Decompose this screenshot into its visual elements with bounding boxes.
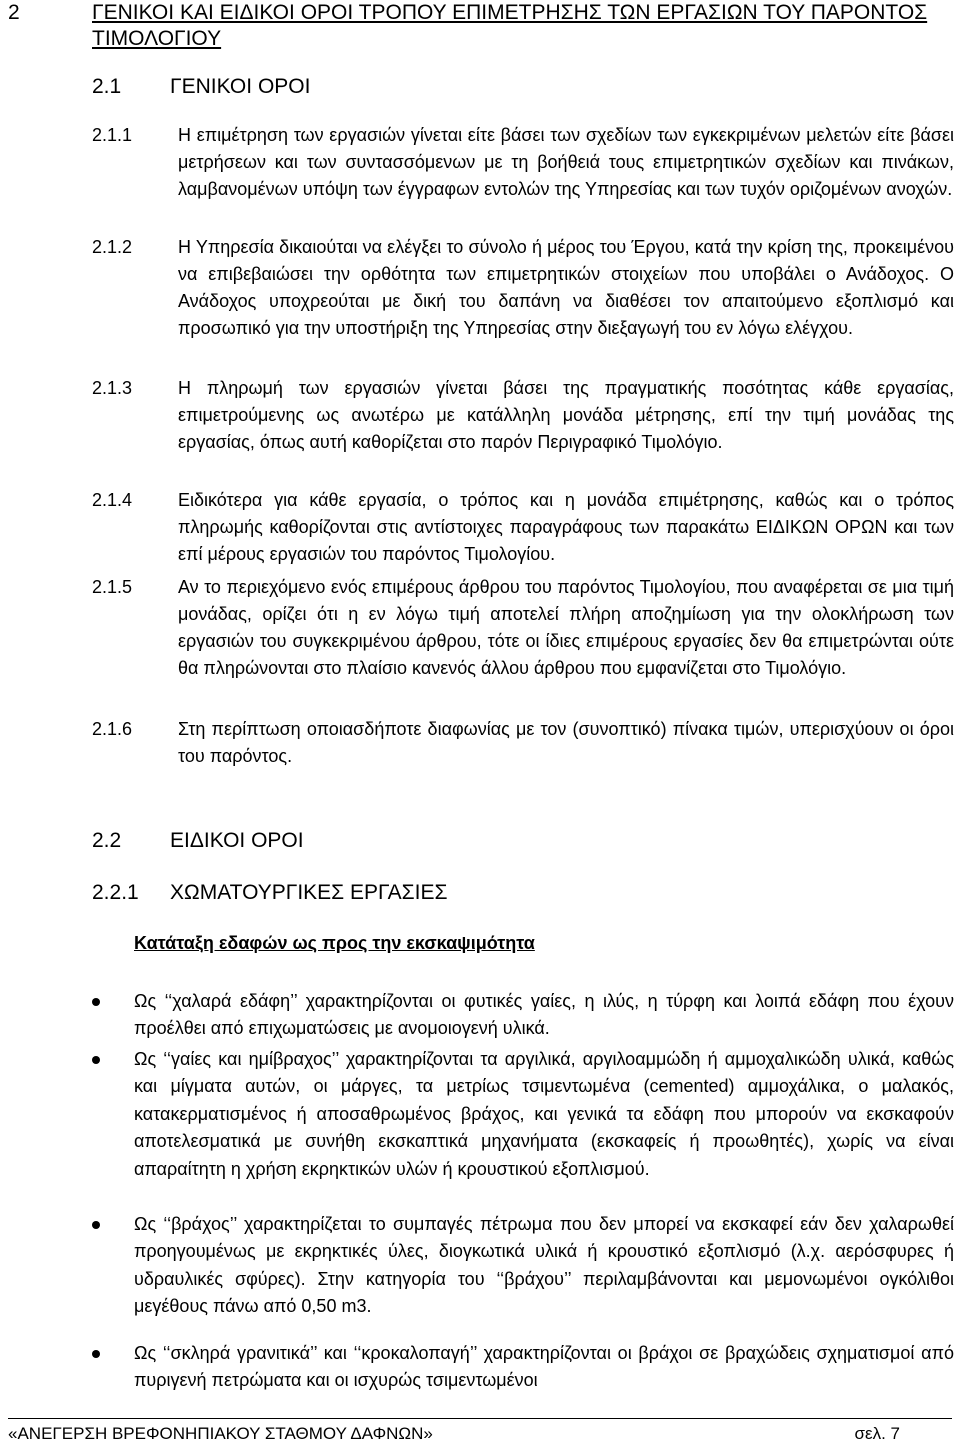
list-item-text: Ως ‘‘γαίες και ημίβραχος’’ χαρακτηρίζονται τα αργιλικά, αργιλοαμμώδη ή αμμοχαλικώδη υλικά, καθώς και μίγματα αυτών, οι μάργες, τα μετρίως τσιμεντωμένα (cemented) αμμοχάλικα, ο μαλακός, κατακερματισμένος ή αποσαθρωμένος βράχος, και γενικά τα εδάφη που μπορούν να εκσκαφούν αποτελεσματικά με συνήθη εκσκαπτικά μηχανήματα (εκσκαφείς ή προωθητές), χωρίς να είναι απαραίτητη η χρήση εκρηκτικών υλών ή κρουστικού εξοπλισμού. xyxy=(134,1049,954,1179)
clause-number: 2.1.1 xyxy=(92,125,133,145)
clause-number: 2.1.6 xyxy=(92,719,133,739)
clause-text: Ειδικότερα για κάθε εργασία, ο τρόπος και η μονάδα επιμέτρησης, καθώς και ο τρόπος πληρωμής καθορίζονται στις αντίστοιχες παραγράφους των παρακάτω ΕΙΔΙΚΩΝ ΟΡΩΝ και των επί μέρους εργασιών του παρόντος Τιμολογίου. xyxy=(178,490,954,564)
section-title: ΕΙΔΙΚΟΙ ΟΡΟΙ xyxy=(170,829,304,852)
chapter-title: ΓΕΝΙΚΟΙ ΚΑΙ ΕΙΔΙΚΟΙ ΟΡΟΙ ΤΡΟΠΟΥ ΕΠΙΜΕΤΡΗΣΗΣ ΤΩΝ ΕΡΓΑΣΙΩΝ ΤΟΥ ΠΑΡΟΝΤΟΣ ΤΙΜΟΛΟΓΙΟΥ xyxy=(92,1,928,50)
clause-text: Η πληρωμή των εργασιών γίνεται βάσει της πραγματικής ποσότητας κάθε εργασίας, επιμετρούμενης ως ανωτέρω με κατάλληλη μονάδα μέτρησης, επί την τιμή μονάδας της εργασίας, όπως αυτή καθορίζεται στο παρόν Περιγραφικό Τιμολόγιο. xyxy=(178,378,954,452)
clause-number: 2.1.2 xyxy=(92,237,133,257)
classification-title: Κατάταξη εδαφών ως προς την εκσκαψιμότητα xyxy=(134,933,535,953)
chapter-number: 2 xyxy=(8,1,20,24)
subsection-number: 2.2.1 xyxy=(92,881,139,904)
section-number: 2.1 xyxy=(92,75,122,98)
clause-text: Η επιμέτρηση των εργασιών γίνεται είτε βάσει των σχεδίων των εγκεκριμένων μελετών είτε βάσει μετρήσεων και των συντασσόμενων με τη βοήθειά τους επιμετρητικών σχεδίων και πινάκων, λαμβανομένων υπόψη των έγγραφων εντολών της Υπηρεσίας και των τυχόν οριζομένων ανοχών. xyxy=(178,125,954,199)
list-item-text: Ως ‘‘χαλαρά εδάφη’’ χαρακτηρίζονται οι φυτικές γαίες, η ιλύς, η τύρφη και λοιπά εδάφη που έχουν προέλθει από επιχωματώσεις με ανομοιογενή υλικά. xyxy=(134,991,954,1039)
section-number: 2.2 xyxy=(92,829,122,852)
clause-number: 2.1.3 xyxy=(92,378,133,398)
bullet-icon xyxy=(92,998,100,1006)
bullet-icon xyxy=(92,1350,100,1358)
clause-number: 2.1.4 xyxy=(92,490,133,510)
clause-text: Στη περίπτωση οποιασδήποτε διαφωνίας με τον (συνοπτικό) πίνακα τιμών, υπερισχύουν οι όροι του παρόντος. xyxy=(178,719,954,766)
section-title: ΓΕΝΙΚΟΙ ΟΡΟΙ xyxy=(170,75,311,98)
footer-page-number: σελ. 7 xyxy=(854,1424,900,1443)
clause-text: Η Υπηρεσία δικαιούται να ελέγξει το σύνολο ή μέρος του Έργου, κατά την κρίση της, προκειμένου να επιβεβαιώσει την ορθότητα των επιμετρητικών στοιχείων που υποβάλει ο Ανάδοχος. Ο Ανάδοχος υποχρεούται με δική του δαπάνη να διαθέσει τον απαιτούμενο εξοπλισμό και προσωπικό για την υποστήριξη της Υπηρεσίας στην διεξαγωγή του εν λόγω ελέγχου. xyxy=(178,237,954,338)
list-item-text: Ως ‘‘σκληρά γρανιτικά’’ και ‘‘κροκαλοπαγή’’ χαρακτηρίζονται οι βράχοι σε βραχώδεις σχηματισμοί από πυριγενή πετρώματα και οι ισχυρώς τσιμεντωμένοι xyxy=(134,1343,954,1391)
footer-project-title: «ΑΝΕΓΕΡΣΗ ΒΡΕΦΟΝΗΠΙΑΚΟΥ ΣΤΑΘΜΟΥ ΔΑΦΝΩΝ» xyxy=(8,1424,433,1443)
subsection-title: ΧΩΜΑΤΟΥΡΓΙΚΕΣ ΕΡΓΑΣΙΕΣ xyxy=(170,881,448,904)
bullet-icon xyxy=(92,1056,100,1064)
list-item-text: Ως ‘‘βράχος’’ χαρακτηρίζεται το συμπαγές πέτρωμα που δεν μπορεί να εκσκαφεί εάν δεν χαλαρωθεί προηγουμένως με εκρηκτικές ύλες, διογκωτικά υλικά ή κρουστικό εξοπλισμό (λ.χ. αερόσφυρες ή υδραυλικές σφύρες). Στην κατηγορία του ‘‘βράχου’’ περιλαμβάνονται και μεμονωμένοι ογκόλιθοι μεγέθους πάνω από 0,50 m3. xyxy=(134,1214,954,1317)
clause-number: 2.1.5 xyxy=(92,577,133,597)
clause-text: Αν το περιεχόμενο ενός επιμέρους άρθρου του παρόντος Τιμολογίου, που αναφέρεται σε μια τιμή μονάδας, ορίζει ότι η εν λόγω τιμή αποτελεί πλήρη αποζημίωση για την ολοκλήρωση των εργασιών του συγκεκριμένου άρθρου, τότε οι ίδιες επιμέρους εργασίες δεν θα επιμετρώνται ούτε θα πληρώνονται στο πλαίσιο κανενός άλλου άρθρου που εμφανίζεται στο Τιμολόγιο. xyxy=(178,577,954,678)
bullet-icon xyxy=(92,1221,100,1229)
footer-divider xyxy=(8,1418,952,1419)
